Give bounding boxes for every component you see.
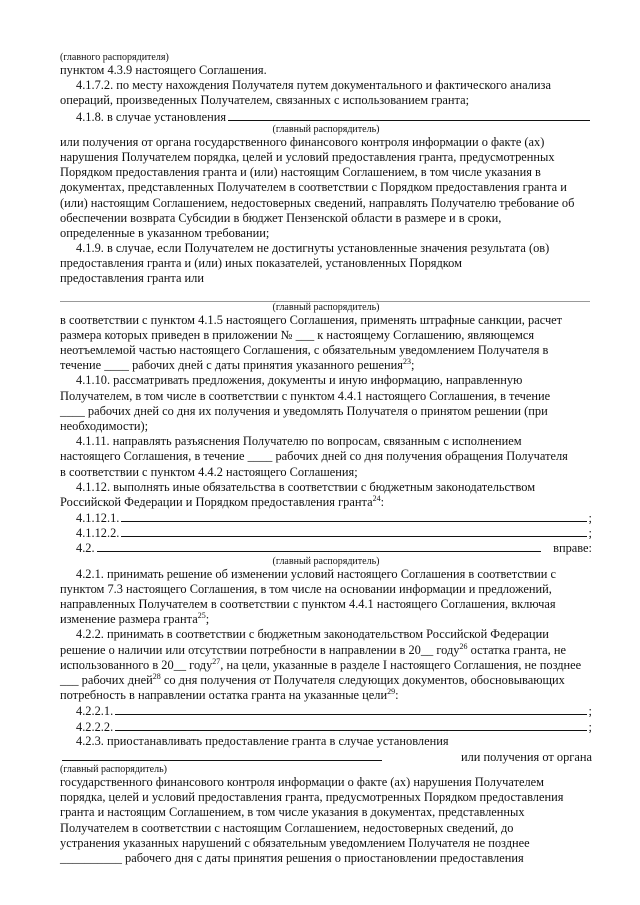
caption-main-manager: (главного распорядителя): [60, 52, 169, 63]
para-4-1-7-2-line: операций, произведенных Получателем, связанных с использованием гранта;: [60, 93, 470, 108]
para-4-1-11-line: в соответствии с пунктом 4.4.2 настоящего Соглашения;: [60, 464, 358, 479]
para-4-1-8-line: или получения от органа государственного финансового контроля информации о факте (ах): [60, 134, 545, 149]
para-4-1-9-line: 4.1.9. в случае, если Получателем не достигнуты установленные значения результата (ов): [76, 241, 550, 256]
para-4-1-8-line: определенные в указанном требовании;: [60, 225, 270, 240]
para-4-2-2-line: ___ рабочих дней$^{28}$ со дня получения от Получателя следующих документов, обосновывающих: [60, 671, 565, 687]
footnote-ref: 24: [372, 493, 381, 503]
para-4-1-8-line: документах, представленных Получателем в соответствии с Порядком предоставления гранта и: [60, 180, 567, 195]
para-4-2-2-line: использованного в 20__ году$^{27}$, на цели, указанные в разделе I настоящего Соглашения, не позднее: [60, 656, 582, 672]
footnote-ref: 26: [459, 641, 468, 651]
para-4-2-2-line: решение о наличии или отсутствии потребности в направлении в 20__ году$^{26}$ остатка гранта, не: [60, 641, 566, 657]
para-4-1-9-line: предоставления гранта и (или) иных показателей, установленных Порядком: [60, 256, 462, 271]
para-4-2-1-line: изменение размера гранта$^{25}$;: [60, 611, 210, 627]
para-4-1-11-line: 4.1.11. направлять разъяснения Получателю по вопросам, связанным с исполнением: [76, 434, 522, 449]
fill-blank[interactable]: [115, 719, 586, 731]
para-4-1-10-line: 4.1.10. рассматривать предложения, документы и иную информацию, направленную: [76, 373, 523, 388]
para-4-1-8-label: 4.1.8. в случае установления: [76, 109, 227, 124]
para-4-1-9-line: в соответствии с пунктом 4.1.5 настоящего Соглашения, применять штрафные санкции, расчет: [60, 312, 563, 327]
para-4-2-3-line: 4.2.3. приостанавливать предоставление гранта в случае установления: [76, 733, 449, 748]
item-4-2-2-1: 4.2.2.1. ;: [76, 704, 592, 719]
para-4-1-10-line: ____ рабочих дней со дня их получения и уведомлять Получателя о принятом решении (при: [60, 403, 548, 418]
fill-blank[interactable]: [121, 510, 586, 522]
text-line: пунктом 4.3.9 настоящего Соглашения.: [60, 63, 267, 77]
para-4-1-10-line: необходимости);: [60, 418, 149, 433]
para-4-1-8-line: (или) настоящим Соглашением, недостоверных сведений, направлять Получателю требование об: [60, 195, 575, 210]
para-4-1-9-line: неотъемлемой частью настоящего Соглашения, с обязательным уведомлением Получателя в: [60, 343, 549, 357]
footnote-ref: 28: [152, 671, 161, 681]
para-4-2-3-line: __________ рабочего дня с даты принятия решения о приостановлении предоставления: [60, 851, 524, 865]
para-4-1-9-line: течение ____ рабочих дней с даты принятия указанного решения$^{23}$;: [60, 357, 415, 373]
caption-main-manager-5: (главный распорядитель): [60, 764, 167, 776]
para-4-2-3-line: порядка, целей и условий предоставления гранта, предусмотренных Порядком предоставления: [60, 790, 564, 805]
caption-main-manager-3: (главный распорядитель): [272, 301, 380, 313]
para-4-2-3-line: или получения от органа: [60, 749, 592, 764]
para-4-1-8-line: обеспечении возврата Субсидии в бюджет Пензенской области в размере и в сроки,: [60, 210, 502, 225]
para-4-1-12-line: 4.1.12. выполнять иные обязательства в соответствии с бюджетным законодательством: [76, 479, 536, 494]
para-4-2-1-line: направленных Получателем в соответствии с пунктом 4.4.1 настоящего Соглашения, включая: [60, 597, 556, 611]
para-4-2-1-line: 4.2.1. принимать решение об изменении условий настоящего Соглашения в соответствии с: [76, 566, 556, 581]
para-4-1-8-line: Порядком предоставления гранта и (или) настоящим Соглашением, в том числе указания в: [60, 165, 541, 180]
para-4-1-9-line: размера которых приведен в приложении № ___ к настоящему Соглашению, являющемся: [60, 327, 535, 342]
para-4-2-2-line: 4.2.2. принимать в соответствии с бюджетным законодательством Российской Федерации: [76, 627, 549, 642]
item-4-2: 4.2. вправе:: [76, 541, 592, 556]
caption-main-manager-2: (главный распорядитель): [272, 123, 380, 135]
footnote-ref: 25: [197, 611, 206, 621]
para-4-1-7-2-line: 4.1.7.2. по месту нахождения Получателя путем документального и фактического анализа: [76, 78, 551, 93]
para-4-1-9-line: предоставления гранта или: [60, 271, 204, 286]
footnote-ref: 27: [212, 656, 221, 666]
para-4-1-12-line: Российской Федерации и Порядком предоставления гранта$^{24}$:: [60, 493, 385, 509]
caption-main-manager-4: (главный распорядитель): [272, 555, 380, 567]
item-4-2-2-2: 4.2.2.2. ;: [76, 719, 592, 734]
para-4-1-8-lead: [60, 109, 592, 124]
item-4-1-12-1: 4.1.12.1. ;: [76, 511, 592, 526]
fill-blank-line[interactable]: [60, 287, 590, 302]
fill-blank[interactable]: [97, 540, 542, 552]
para-4-2-1-line: пунктом 7.3 настоящего Соглашения, в том числе на основании информации и предложений,: [60, 581, 552, 596]
document-body: [60, 52, 592, 866]
para-4-2-3-line: устранения указанных нарушений с обязательным уведомлением Получателя не позднее: [60, 835, 530, 850]
fill-blank[interactable]: [62, 749, 382, 761]
fill-blank[interactable]: [115, 703, 586, 715]
para-4-2-2-line: потребность в направлении остатка гранта на указанные цели$^{29}$:: [60, 687, 399, 703]
para-4-2-3-line: гранта и настоящим Соглашением, в том числе указания в документах, представленных: [60, 805, 525, 820]
para-4-2-3-line: Получателем в соответствии с настоящим Соглашением, недостоверных сведений, до: [60, 820, 514, 835]
footnote-ref: 29: [387, 687, 396, 696]
para-4-1-8-line: нарушения Получателем порядка, целей и условий предоставления гранта, предусмотренных: [60, 149, 555, 164]
para-4-1-11-line: настоящего Соглашения, в течение ____ рабочих дней со дня получения обращения Получателя: [60, 449, 568, 464]
footnote-ref: 23: [402, 357, 411, 367]
para-4-1-10-line: Получателем, в том числе в соответствии с пунктом 4.4.1 настоящего Соглашения, в течение: [60, 388, 551, 403]
fill-blank[interactable]: [121, 525, 586, 537]
item-4-1-12-2: 4.1.12.2. ;: [76, 526, 592, 541]
fill-blank[interactable]: [228, 109, 590, 121]
para-4-2-3-line: государственного финансового контроля информации о факте (ах) нарушения Получателем: [60, 775, 545, 790]
